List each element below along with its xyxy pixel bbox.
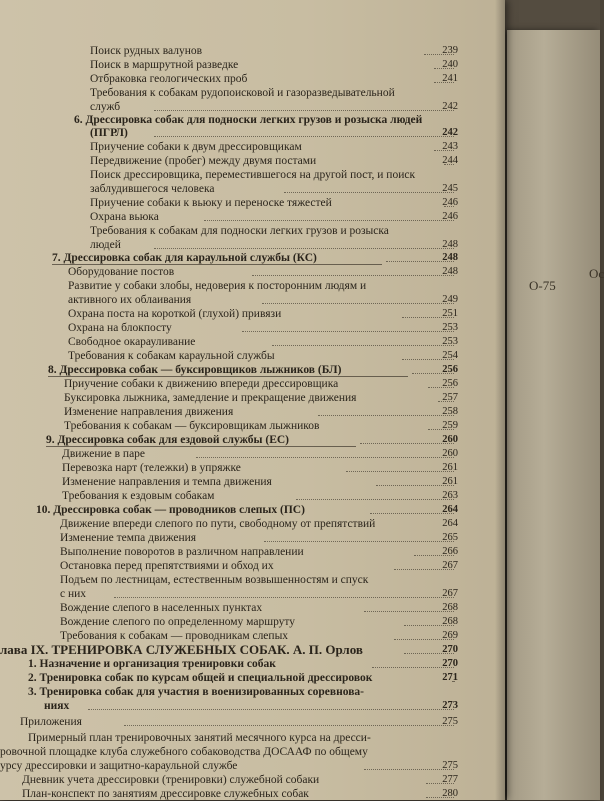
- toc-entry: [0, 629, 480, 643]
- toc-entry-title: Отбраковка геологических проб: [90, 73, 248, 85]
- toc-entry: [0, 657, 480, 671]
- toc-page-number: 256: [442, 364, 458, 375]
- toc-entry-title: 3. Тренировка собак для участия в военизированных соревнова-: [28, 686, 365, 698]
- toc-entry-title: Вождение слепого по определенному маршруту: [60, 616, 296, 628]
- toc-entry-title: Требования к ездовым собакам: [62, 490, 215, 502]
- toc-entry: [0, 475, 480, 489]
- toc-page-number: 260: [442, 434, 458, 445]
- toc-page-number: 243: [442, 141, 458, 152]
- toc-entry-title: Изменение направления и темпа движения: [62, 476, 272, 488]
- toc-page-number: 246: [442, 211, 458, 222]
- toc-entry-title: лава IX. ТРЕНИРОВКА СЛУЖЕБНЫХ СОБАК. А. П. Орлов: [0, 642, 363, 657]
- toc-entry-title: 10. Дрессировка собак — проводников слепых (ПС): [36, 504, 305, 516]
- toc-entry-title: Движение впереди слепого по пути, свободному от препятствий: [60, 518, 376, 530]
- toc-entry: [0, 643, 480, 657]
- toc-entry-title: 7. Дрессировка собак для караульной службы (КС): [52, 252, 317, 264]
- leader-dots: [88, 708, 454, 710]
- toc-entry-title: 1. Назначение и организация тренировки собак: [28, 658, 276, 670]
- toc-page-number: 256: [442, 378, 458, 389]
- toc-entry-title: Перевозка нарт (тележки) в упряжке: [62, 462, 241, 474]
- toc-entry: [0, 265, 480, 279]
- toc-entry-title: Приучение собаки к двум дрессировщикам: [90, 141, 302, 153]
- toc-page-number: 239: [442, 45, 458, 56]
- toc-entry: [0, 433, 480, 447]
- toc-page-number: 242: [442, 101, 458, 112]
- toc-entry: [0, 573, 480, 587]
- toc-entry: [0, 503, 480, 517]
- toc-page-number: 254: [442, 350, 458, 361]
- toc-entry: [0, 293, 480, 307]
- toc-entry: [0, 405, 480, 419]
- toc-page-number: 263: [442, 490, 458, 501]
- toc-entry-title: Приучение собаки к движению впереди дрессировщика: [64, 378, 339, 390]
- toc-entry-title: Поиск рудных валунов: [90, 45, 203, 57]
- toc-entry: [0, 307, 480, 321]
- toc-entry-title: Дневник учета дрессировки (тренировки) служебной собаки: [22, 774, 320, 786]
- toc-entry-title: Поиск дрессировщика, переместившегося на другой пост, и поиск: [90, 169, 416, 181]
- toc-entry: [0, 44, 480, 58]
- toc-entry: [0, 238, 480, 252]
- leader-dots: [154, 135, 454, 137]
- toc-entry-title: Требования к собакам — проводникам слепых: [60, 630, 289, 642]
- toc-entry-title: 2. Тренировка собак по курсам общей и специальной дрессировок: [28, 672, 373, 684]
- toc-entry-title: ниях: [44, 700, 70, 712]
- toc-entry-title: Требования к собакам караульной службы: [68, 350, 275, 362]
- toc-entry-title: 6. Дрессировка собак для подноски легких грузов и розыска людей: [74, 114, 423, 126]
- leader-dots: [272, 344, 454, 346]
- leader-dots: [264, 540, 454, 542]
- toc-entry: [0, 210, 480, 224]
- toc-entry: [0, 349, 480, 363]
- toc-page-number: 253: [442, 322, 458, 333]
- toc-entry: [0, 601, 480, 615]
- toc-page-number: 269: [442, 630, 458, 641]
- toc-entry-title: служб: [90, 101, 121, 113]
- toc-page-number: 248: [442, 266, 458, 277]
- toc-entry-title: Требования к собакам — буксировщикам лыжников: [64, 420, 320, 432]
- toc-page-number: 268: [442, 602, 458, 613]
- toc-entry-title: Буксировка лыжника, замедление и прекращение движения: [64, 392, 357, 404]
- toc-entry-title: Приучение собаки к вьюку и переноске тяжестей: [90, 197, 332, 209]
- toc-entry: [0, 391, 480, 405]
- toc-entry: [0, 100, 480, 114]
- toc-entry-title: Изменение направления движения: [64, 406, 234, 418]
- toc-page-number: 245: [442, 183, 458, 194]
- toc-entry-title: с них: [60, 588, 87, 600]
- toc-entry-title: заблудившегося человека: [90, 183, 215, 195]
- leader-dots: [346, 470, 454, 472]
- toc-page-number: 241: [442, 73, 458, 84]
- adjacent-page-label-edge: Ос: [589, 266, 604, 281]
- leader-dots: [204, 219, 454, 221]
- leader-dots: [154, 109, 454, 111]
- toc-entry: [0, 58, 480, 72]
- toc-entry: [0, 671, 480, 685]
- toc-entry: [0, 489, 480, 503]
- toc-entry: [0, 126, 480, 140]
- toc-entry: [0, 251, 480, 265]
- toc-entry: [0, 787, 480, 801]
- toc-entry: [0, 154, 480, 168]
- toc-entry: [0, 140, 480, 154]
- leader-dots: [114, 596, 454, 598]
- toc-page-number: 271: [442, 672, 458, 683]
- toc-entry: [0, 224, 480, 238]
- toc-entry-title: ровочной площадке клуба служебного собаководства ДОСААФ по общему: [0, 746, 368, 758]
- toc-entry-title: Остановка перед препятствиями и обход их: [60, 560, 274, 572]
- toc-entry: [0, 447, 480, 461]
- toc-entry-title: Охрана на блокпосту: [68, 322, 172, 334]
- adjacent-page: [507, 30, 604, 800]
- toc-page-number: 244: [442, 155, 458, 166]
- toc-page-number: 249: [442, 294, 458, 305]
- leader-dots: [318, 414, 454, 416]
- toc-entry-title: 9. Дрессировка собак для ездовой службы (ЕС): [46, 434, 290, 446]
- toc-entry: [0, 363, 480, 377]
- toc-page-number: 266: [442, 546, 458, 557]
- toc-entry-title: Оборудование постов: [68, 266, 175, 278]
- toc-page-number: 270: [442, 644, 458, 655]
- toc-page-number: 275: [442, 760, 458, 771]
- toc-entry: [0, 196, 480, 210]
- toc-entry: [0, 461, 480, 475]
- toc-entry: [0, 773, 480, 787]
- toc-entry: [0, 113, 480, 127]
- toc-entry: [0, 559, 480, 573]
- toc-entry-title: 8. Дрессировка собак — буксировщиков лыжников (БЛ): [48, 364, 342, 376]
- toc-entry-title: Движение в паре: [62, 448, 146, 460]
- toc-entry-title: Подъем по лестницам, естественным возвышенностям и спуск: [60, 574, 369, 586]
- toc-entry-title: Требования к собакам для подноски легких грузов и розыска: [90, 225, 389, 237]
- toc-entry: [0, 615, 480, 629]
- toc-page-number: 277: [442, 774, 458, 785]
- toc-page-number: 259: [442, 420, 458, 431]
- leader-dots: [252, 274, 454, 276]
- toc-page-number: 265: [442, 532, 458, 543]
- toc-page-number: 280: [442, 788, 458, 799]
- toc-page-number: 251: [442, 308, 458, 319]
- toc-page-number: 257: [442, 392, 458, 403]
- toc-entry: [0, 531, 480, 545]
- toc-page-number: 240: [442, 59, 458, 70]
- toc-entry: [0, 182, 480, 196]
- toc-entry-title: Развитие у собаки злобы, недоверия к посторонним людям и: [68, 280, 367, 292]
- toc-page-number: 248: [442, 252, 458, 263]
- toc-page-number: 260: [442, 448, 458, 459]
- leader-dots: [364, 768, 454, 770]
- toc-entry: [0, 419, 480, 433]
- toc-entry: [0, 168, 480, 182]
- toc-page-number: 258: [442, 406, 458, 417]
- toc-entry: [0, 759, 480, 773]
- leader-dots: [124, 724, 454, 726]
- toc-entry: [0, 377, 480, 391]
- leader-dots: [242, 330, 454, 332]
- toc-page-number: 267: [442, 588, 458, 599]
- toc-entry-title: урсу дрессировки и защитно-караульной службе: [0, 760, 238, 772]
- page-shadow: [495, 0, 505, 800]
- toc-entry: [0, 745, 480, 759]
- toc-entry-title: людей: [90, 239, 121, 251]
- leader-dots: [262, 302, 454, 304]
- toc-entry-title: Передвижение (пробег) между двумя постами: [90, 155, 317, 167]
- toc-page-number: 261: [442, 462, 458, 473]
- toc-entry-title: Вождение слепого в населенных пунктах: [60, 602, 263, 614]
- toc-entry-title: Охрана поста на короткой (глухой) привязи: [68, 308, 282, 320]
- toc-page-number: 253: [442, 336, 458, 347]
- toc-entry: [0, 731, 480, 745]
- toc-page-number: 268: [442, 616, 458, 627]
- leader-dots: [364, 610, 454, 612]
- toc-entry: [0, 685, 480, 699]
- toc-page-number: 248: [442, 239, 458, 250]
- toc-entry: [0, 545, 480, 559]
- toc-page-number: 267: [442, 560, 458, 571]
- toc-entry-title: Поиск в маршрутной разведке: [90, 59, 239, 71]
- toc-page-number: 264: [442, 504, 458, 515]
- toc-entry-title: Охрана вьюка: [90, 211, 159, 223]
- toc-entry: [0, 699, 480, 713]
- toc-page-number: 275: [442, 716, 458, 727]
- toc-entry: [0, 86, 480, 100]
- toc-page-number: 273: [442, 700, 458, 711]
- toc-entry-title: Изменение темпа движения: [60, 532, 197, 544]
- toc-page-number: 264: [442, 518, 458, 529]
- toc-entry-title: Примерный план тренировочных занятий месячного курса на дресси-: [28, 732, 371, 744]
- toc-page-number: 242: [442, 127, 458, 138]
- leader-dots: [154, 247, 454, 249]
- toc-page-number: 246: [442, 197, 458, 208]
- adjacent-page-label: О-75: [529, 278, 556, 293]
- leader-dots: [196, 456, 454, 458]
- toc-entry-title: активного их облаивания: [68, 294, 192, 306]
- leader-dots: [296, 498, 454, 500]
- toc-entry: [0, 321, 480, 335]
- leader-dots: [360, 442, 454, 444]
- toc-entry-title: (ПГРЛ): [90, 127, 128, 139]
- toc-entry: [0, 72, 480, 86]
- toc-entry-title: Требования к собакам рудопоисковой и газоразведывательной: [90, 87, 395, 99]
- toc-entry: [0, 587, 480, 601]
- toc-page-number: 270: [442, 658, 458, 669]
- toc-entry: [0, 279, 480, 293]
- leader-dots: [284, 191, 454, 193]
- toc-entry-title: Свободное окарауливание: [68, 336, 196, 348]
- toc-entry-title: План-конспект по занятиям дрессировке служебных собак: [22, 788, 309, 800]
- toc-entry: [0, 517, 480, 531]
- toc-page-number: 261: [442, 476, 458, 487]
- toc-entry-title: Выполнение поворотов в различном направлении: [60, 546, 304, 558]
- toc-entry: [0, 335, 480, 349]
- toc-entry-title: Приложения: [20, 716, 82, 728]
- toc-entry: [0, 715, 480, 729]
